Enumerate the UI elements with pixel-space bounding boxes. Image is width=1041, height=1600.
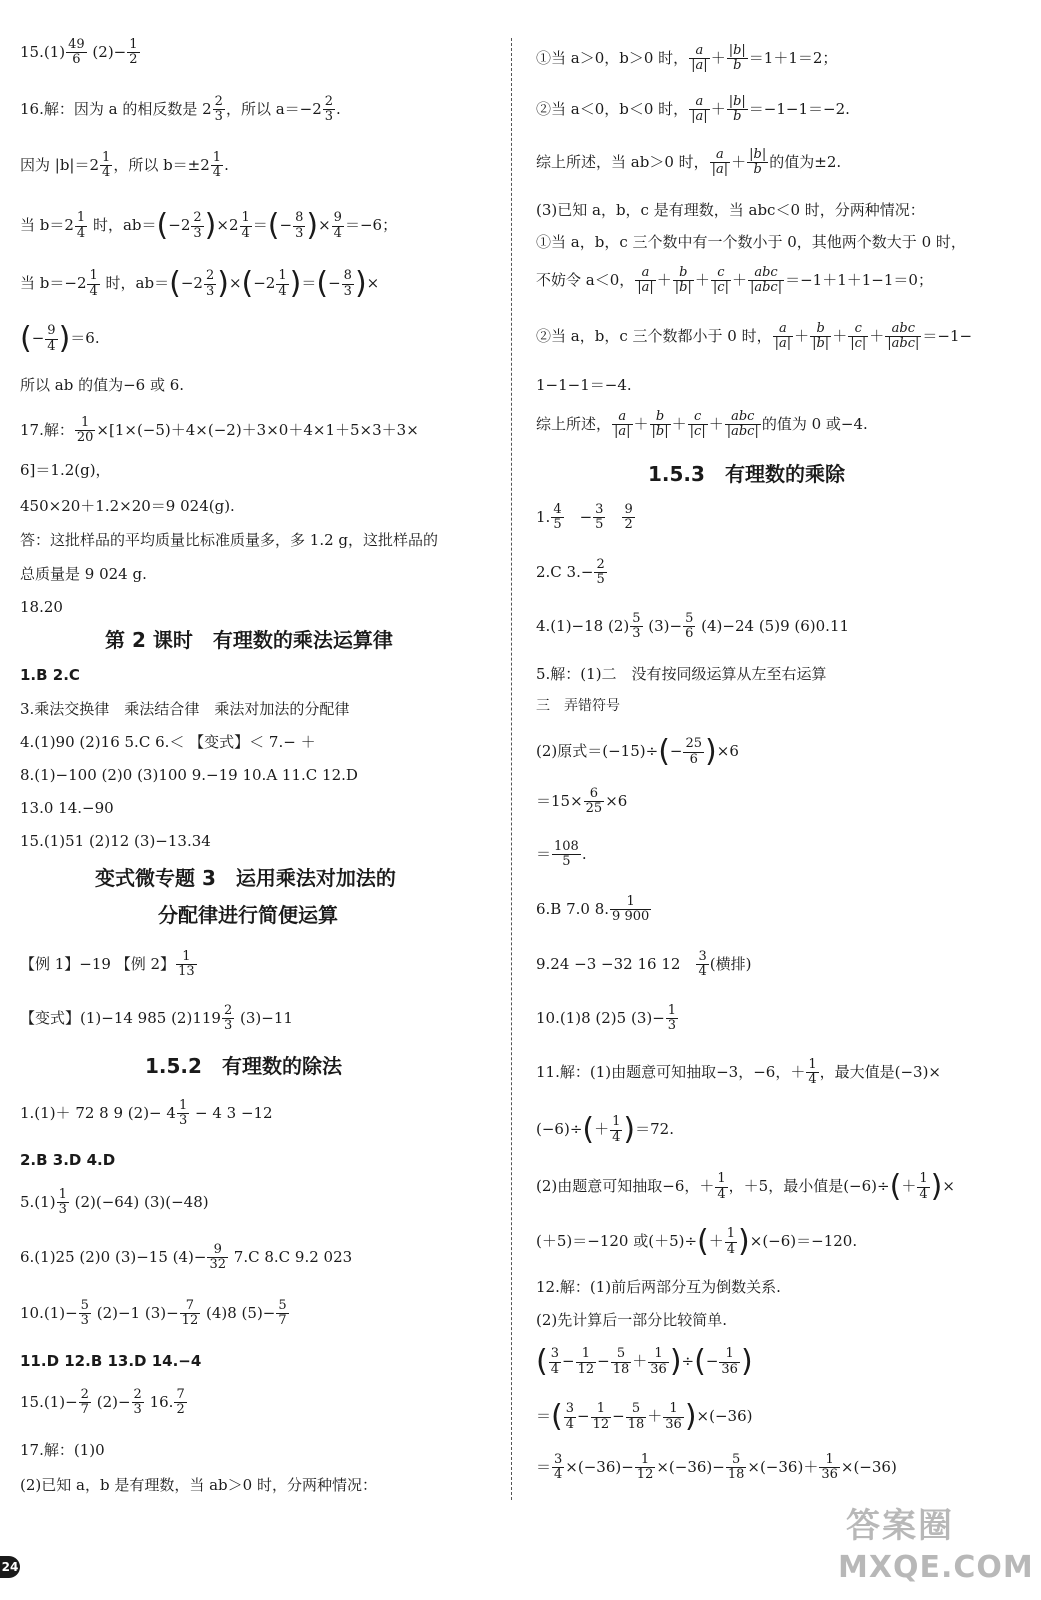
answer-18: 18.20 [20,598,63,616]
mixed-answers-4: 4.(1)−18 (2) $\frac{5}{3}$ (3)− $\frac{5}{6}$ (4)−24 (5)9 (6)0.11 [536,611,850,642]
division-answers-17-2: (2)已知 a，b 是有理数，当 ab＞0 时，分两种情况： [20,1476,377,1494]
division-answers-6: 6.(1)25 (2)0 (3)−15 (4)− $\frac{9}{32}$ 7.C 8.C 9.2 023 [20,1242,353,1273]
lesson2-answers-15: 15.(1)51 (2)12 (3)−13.34 [20,832,211,850]
abc-intro: (3)已知 a，b，c 是有理数，当 abc＜0 时，分两种情况： [536,201,925,219]
case-ab-negative: ②当 a＜0，b＜0 时， $\frac{a}{|a|}$ ＋ $\frac{|b|}{b}$ ＝−1−1＝−2. [536,94,850,125]
topic3-variants: 【变式】(1)−14 985 (2)119 $\frac{2}{3}$ (3)−11 [20,1003,293,1034]
answer-16-conclusion: 所以 ab 的值为−6 或 6. [20,376,185,394]
abc-case2-end: 1−1−1＝−4. [536,376,632,394]
answer-16-line5: (− $\frac{9}{4}$ )＝6. [20,321,100,356]
mixed-answers-5: 5.解：(1)二 没有按同级运算从左至右运算 [536,665,827,683]
section-heading-1-5-2: 1.5.2 有理数的除法 [145,1054,342,1078]
abc-case2: ②当 a，b，c 三个数都小于 0 时， $\frac{a}{|a|}$ ＋ $\frac{b}{|b|}$ ＋ $\frac{c}{|c|}$ ＋ $\frac{\text{abc}}{\text{|abc|}}$ ＝−1− [536,321,973,352]
mixed-answers-6: 6.B 7.0 8. $\frac{1}{9 900}$ [536,894,650,925]
lesson2-answers-13: 13.0 14.−90 [20,799,114,817]
division-answers-10: 10.(1)− $\frac{5}{3}$ (2)−1 (3)− $\frac{7}{12}$ (4)8 (5)− $\frac{5}{7}$ [20,1298,287,1329]
mixed-answers-12-2: (2)先计算后一部分比较简单. [536,1311,728,1329]
mixed-answers-2: 2.C 3.− $\frac{2}{5}$ [536,557,605,588]
lesson2-answers-4: 4.(1)90 (2)16 5.C 6.＜ 【变式】＜ 7.− ＋ [20,733,316,751]
answer-17-line5: 总质量是 9 024 g. [20,565,147,583]
answer-16-line3: 当 b＝2 $\frac{1}{4}$ 时，ab＝(−2 $\frac{2}{3}$ )×2 $\frac{1}{4}$ ＝(− $\frac{8}{3}$ )× $\frac{9}{4}$ ＝−6； [20,208,398,243]
section-heading-topic3-line1: 变式微专题 3 运用乘法对加法的 [95,866,396,890]
mixed-answers-5-3: ＝15× $\frac{6}{25}$ ×6 [536,786,628,817]
case-ab-positive: ①当 a＞0，b＞0 时， $\frac{a}{|a|}$ ＋ $\frac{|b|}{b}$ ＝1＋1＝2； [536,43,838,74]
answer-15: 15.(1) $\frac{49}{6}$ (2)− $\frac{1}{2}$ [20,37,138,68]
section-heading-1-5-3: 1.5.3 有理数的乘除 [648,462,845,486]
division-answers-1: 1.(1)＋ 72 8 9 (2)− 4 $\frac{1}{3}$ − 4 3 −12 [20,1098,273,1129]
mixed-answers-12: 12.解：(1)前后两部分互为倒数关系. [536,1278,781,1296]
answer-17-line3: 450×20＋1.2×20＝9 024(g). [20,497,235,515]
left-column [0,0,510,1600]
answer-17-line4: 答：这批样品的平均质量比标准质量多，多 1.2 g，这批样品的 [20,531,438,549]
mixed-answers-5-4: ＝ $\frac{108}{5}$ . [536,839,587,870]
ab-summary: 综上所述，当 ab＞0 时， $\frac{a}{|a|}$ ＋ $\frac{|b|}{b}$ 的值为±2. [536,147,842,178]
division-answers-2: 2.B 3.D 4.D [20,1151,116,1169]
mixed-answers-9: 9.24 −3 −32 16 12 $\frac{3}{4}$ (横排) [536,949,752,980]
section-heading-lesson2: 第 2 课时 有理数的乘法运算律 [105,628,393,652]
abc-case1: ①当 a，b，c 三个数中有一个数小于 0，其他两个数大于 0 时， [536,233,966,251]
division-answers-11: 11.D 12.B 13.D 14.−4 [20,1352,202,1370]
abc-summary: 综上所述， $\frac{a}{|a|}$ ＋ $\frac{b}{|b|}$ ＋ $\frac{c}{|c|}$ ＋ $\frac{\text{abc}}{\text{|abc|}}$ 的值为 0 或−4. [536,409,868,440]
mixed-answers-5-2: (2)原式＝(−15)÷(− $\frac{25}{6}$ )×6 [536,734,739,769]
mixed-answers-12-5: ＝ $\frac{3}{4}$ ×(−36)− $\frac{1}{12}$ ×(−36)− $\frac{5}{18}$ ×(−36)＋ $\frac{1}{36}$ ×(−36) [536,1452,897,1483]
watermark-logo: 答案圈 MXQE.COM [838,1506,1034,1585]
mixed-answers-11-line2: (−6)÷(＋ $\frac{1}{4}$ )＝72. [536,1112,674,1147]
mixed-answers-11-line4: (＋5)＝−120 或(＋5)÷(＋ $\frac{1}{4}$ )×(−6)＝−120. [536,1224,858,1259]
division-answers-15: 15.(1)− $\frac{2}{7}$ (2)− $\frac{2}{3}$ 16. $\frac{7}{2}$ [20,1387,185,1418]
mixed-answers-1: 1. $\frac{4}{5}$ − $\frac{3}{5}$ $\frac{9}{2}$ [536,502,633,533]
mixed-answers-11-line1: 11.解：(1)由题意可知抽取−3，−6，＋ $\frac{1}{4}$ ，最大值是(−3)× [536,1057,941,1088]
mixed-answers-10: 10.(1)8 (2)5 (3)− $\frac{1}{3}$ [536,1003,677,1034]
mixed-answers-5b: 三 弄错符号 [536,698,620,714]
mixed-answers-12-4: ＝( $\frac{3}{4}$ − $\frac{1}{12}$ − $\frac{5}{18}$ ＋ $\frac{1}{36}$ )×(−36) [536,1399,753,1434]
lesson2-answers-1: 1.B 2.C [20,666,80,684]
lesson2-answers-3: 3.乘法交换律 乘法结合律 乘法对加法的分配律 [20,700,350,718]
division-answers-17: 17.解：(1)0 [20,1441,105,1459]
abc-case1-calc: 不妨令 a＜0， $\frac{a}{|a|}$ ＋ $\frac{b}{|b|}$ ＋ $\frac{c}{|c|}$ ＋ $\frac{\text{abc}}{\text{|abc|}}$ ＝−1＋1＋1−1＝0； [536,265,933,296]
answer-16-line1: 16.解：因为 a 的相反数是 2 $\frac{2}{3}$ ，所以 a＝−2 $\frac{2}{3}$ . [20,94,341,125]
answer-17-line1: 17.解： $\frac{1}{20}$ ×[1×(−5)＋4×(−2)＋3×0＋4×1＋5×3＋3× [20,415,419,446]
answer-16-line4: 当 b＝−2 $\frac{1}{4}$ 时，ab＝(−2 $\frac{2}{3}$ )×(−2 $\frac{1}{4}$ )＝(− $\frac{8}{3}$ )× [20,266,380,301]
mixed-answers-11-line3: (2)由题意可知抽取−6，＋ $\frac{1}{4}$ ，＋5，最小值是(−6)÷(＋ $\frac{1}{4}$ )× [536,1169,955,1204]
mixed-answers-12-3: ( $\frac{3}{4}$ − $\frac{1}{12}$ − $\frac{5}{18}$ ＋ $\frac{1}{36}$ )÷(− $\frac{1}{36}$ ) [536,1344,753,1379]
answer-17-line2: 6]＝1.2(g)， [20,461,111,479]
division-answers-5: 5.(1) $\frac{1}{3}$ (2)(−64) (3)(−48) [20,1187,209,1218]
page-number: 24 [0,1556,20,1578]
topic3-examples: 【例 1】−19 【例 2】 $\frac{1}{13}$ [20,949,195,980]
right-column [512,0,1041,1600]
answer-16-line2: 因为 |b|＝2 $\frac{1}{4}$ ，所以 b＝±2 $\frac{1}{4}$ . [20,150,229,181]
lesson2-answers-8: 8.(1)−100 (2)0 (3)100 9.−19 10.A 11.C 12.D [20,766,358,784]
section-heading-topic3-line2: 分配律进行简便运算 [158,903,338,927]
